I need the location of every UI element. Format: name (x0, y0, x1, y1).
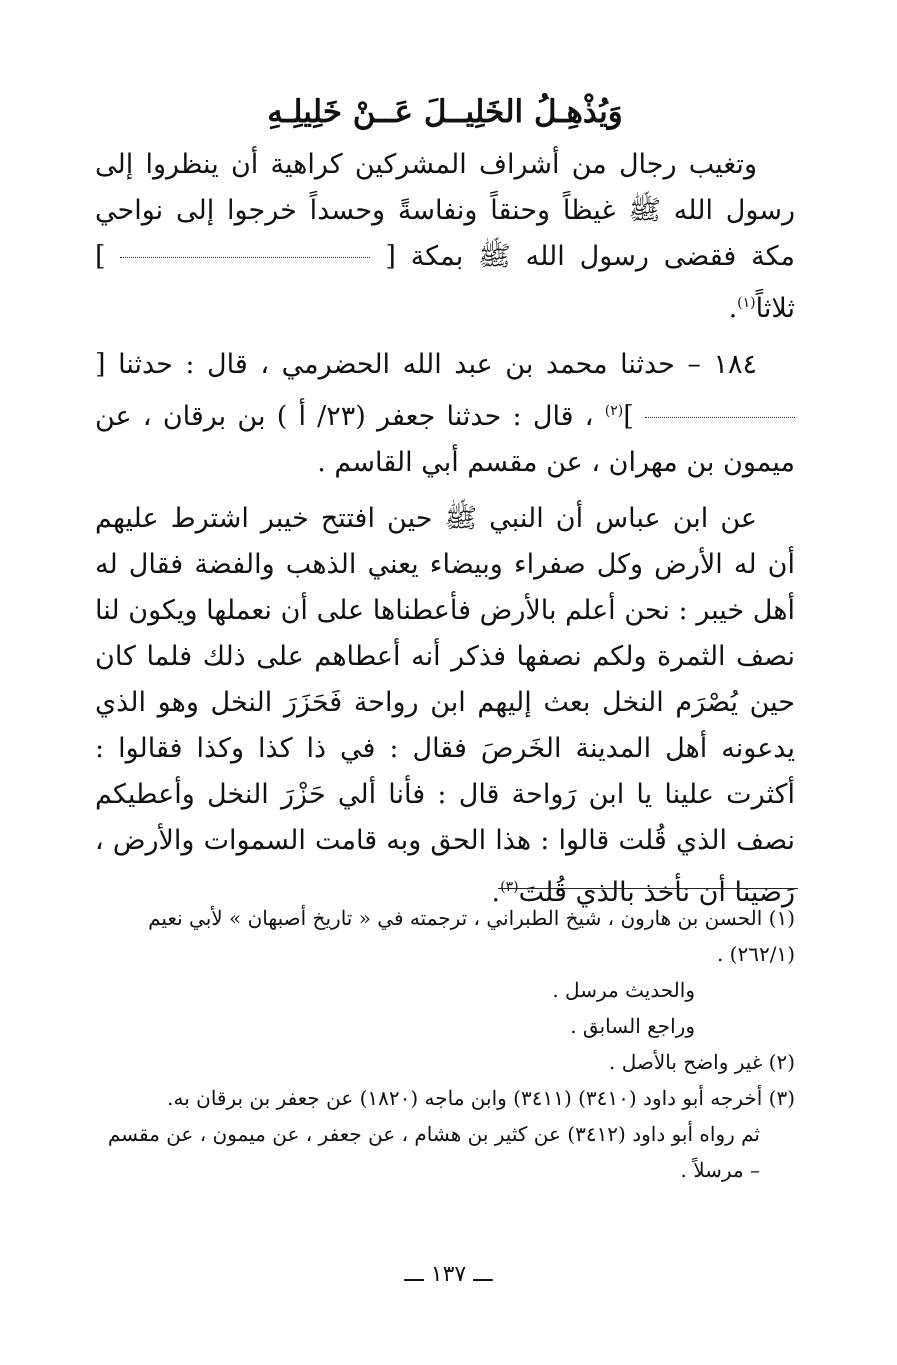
verse-heading: وَيُذْهِـلُ الخَلِيــلَ عَــنْ خَلِيلِـهِ (267, 94, 623, 130)
missing-text-gap (120, 257, 370, 258)
hadith-open-bracket: [ (95, 349, 106, 380)
paragraph-exile-end: . (728, 293, 738, 324)
hadith-text (95, 496, 795, 916)
page-number: ـــ ١٣٧ ـــ (404, 1262, 493, 1287)
hadith-close-bracket: ] (623, 401, 634, 432)
footnote-1-note-b: وراجع السابق . (570, 1014, 695, 1038)
missing-name-gap (645, 417, 795, 418)
footnote-1: (١) الحسن بن هارون ، شيخ الطبراني ، ترجمته في « تاريخ أصبهان » لأبي نعيم (٢٦٢/١) . (148, 906, 795, 966)
footnote-ref-2: (٢) (604, 403, 624, 419)
hadith-chain-line1: ١٨٤ – حدثنا محمد بن عبد الله الحضرمي ، قال : حدثنا (118, 349, 757, 380)
hadith-text-body: عن ابن عباس أن النبي ﷺ حين افتتح خيبر اشترط عليهم أن له الأرض وكل صفراء وبيضاء يعني الذهب والفضة فقال له أهل خيبر : نحن أعلم بالأرض فأعطناها على أن نعملها ويكون لنا نصف الثمرة ولكم نصفها فذكر أنه أعطاهم على ذلك فلما كان حين يُصْرَم النخل بعث إليهم ابن رواحة فَحَزَرَ النخل وهو الذي يدعونه أهل المدينة الخَرصَ فقال : في ذا كذا وكذا فقالوا : أكثرت علينا يا ابن رَواحة قال : فأنا ألي حَزْرَ النخل وأعطيكم نصف الذي قُلت قالوا : هذا الحق وبه قامت السموات والأرض ، رَضينا أن نأخذ بالذي قُلتَ (95, 503, 795, 908)
paragraph-exile-after: ] ثلاثاً (95, 241, 795, 324)
footnote-1-note-a: والحديث مرسل . (552, 978, 695, 1002)
hadith-text-end: . (491, 877, 501, 908)
paragraph-exile-text: وتغيب رجال من أشراف المشركين كراهية أن ينظروا إلى رسول الله ﷺ غيظاً وحنقاً ونفاسةً وحسداً خرجوا إلى نواحي مكة فقضى رسول الله ﷺ بمكة [ (95, 149, 795, 272)
footnote-ref-3: (٣) (500, 879, 519, 895)
footnote-3-continuation: ثم رواه أبو داود (٣٤١٢) عن كثير بن هشام ، عن جعفر ، عن ميمون ، عن مقسم – مرسلاً . (107, 1122, 760, 1182)
footnote-3: (٣) أخرجه أبو داود (٣٤١٠) (٣٤١١) وابن ماجه (١٨٢٠) عن جعفر بن برقان به. (167, 1086, 795, 1110)
footnote-separator (498, 888, 798, 889)
hadith-chain (95, 342, 795, 486)
paragraph-exile (95, 142, 795, 332)
footnote-ref-1: (١) (737, 295, 756, 311)
footnotes (95, 900, 795, 1188)
footnote-2: (٢) غير واضح بالأصل . (609, 1050, 795, 1074)
hadith-chain-rest: ، قال : حدثنا جعفر (٢٣/ أ ) بن برقان ، عن ميمون بن مهران ، عن مقسم أبي القاسم . (95, 401, 795, 478)
